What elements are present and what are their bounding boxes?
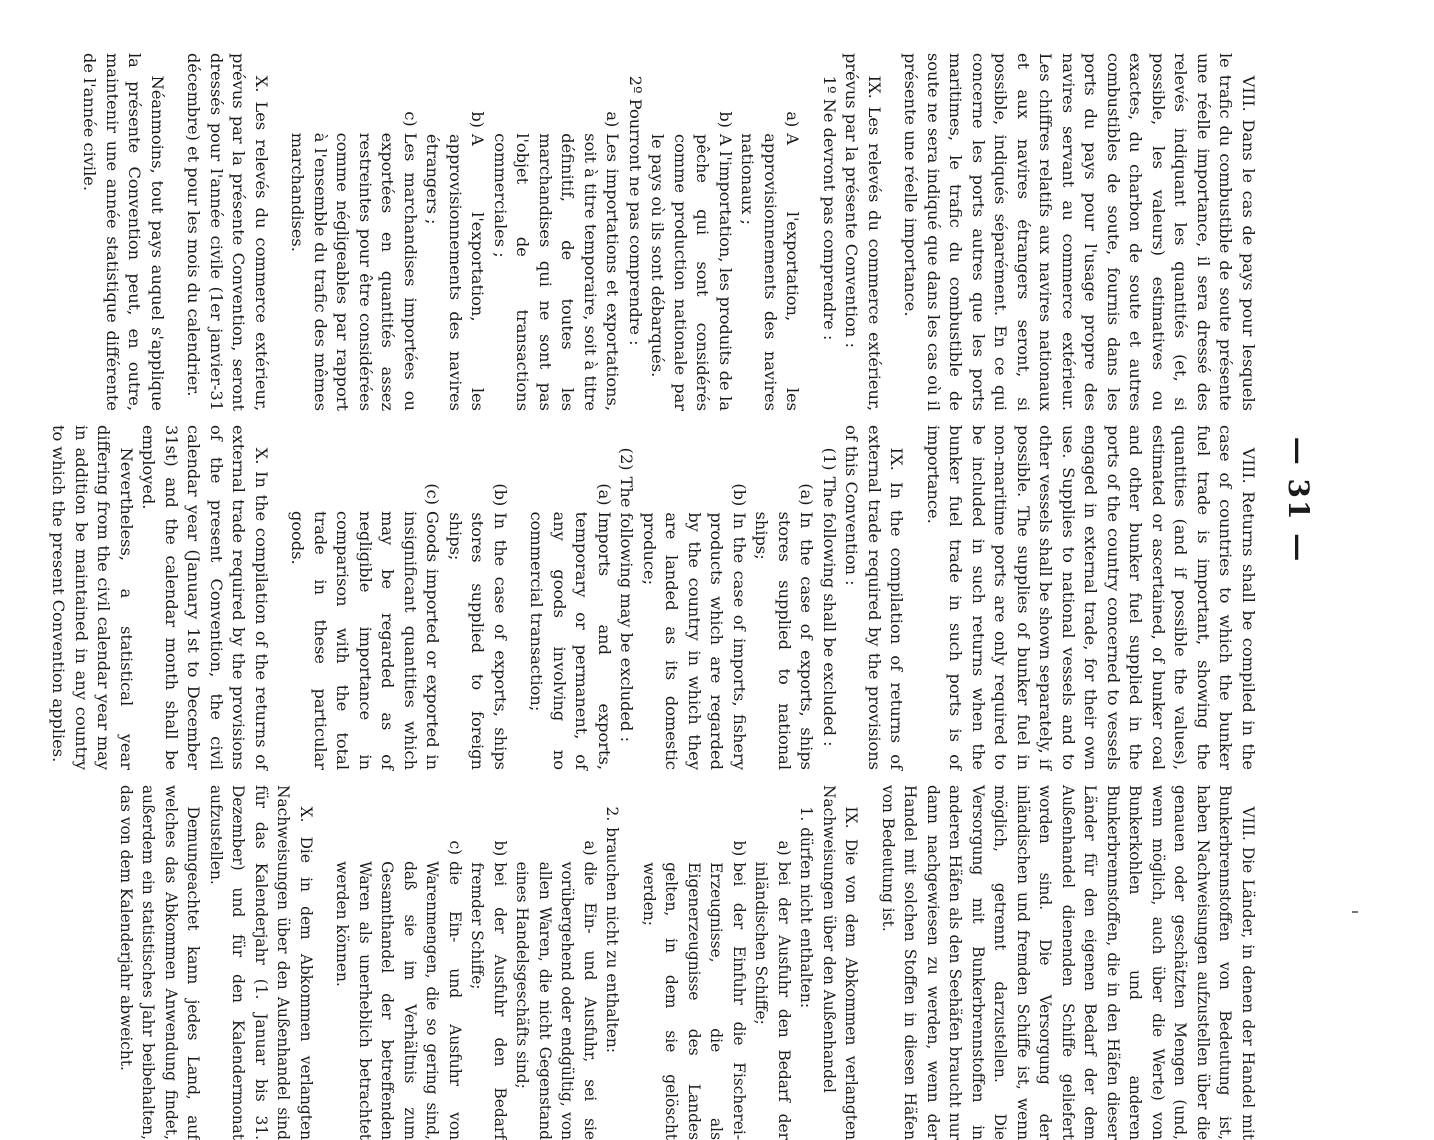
item-marker: (2) (617, 447, 637, 471)
item-text: In the case of exports, ships stores supplied to national ships; (752, 511, 817, 770)
list-item (466, 785, 511, 1140)
item-text: The following shall be excluded : (820, 476, 839, 747)
item-text: Les importations et exportations, soit à titre temporaire, soit à titre définitif, de toutes les marchandises qui ne sont pas l'objet de transactions commerciales ; (491, 133, 623, 411)
list-item (818, 425, 841, 770)
list-item (638, 425, 751, 770)
list-item (444, 425, 512, 770)
item-marker: b) (716, 111, 735, 128)
item-marker: (b) (730, 483, 749, 507)
item-marker: (b) (491, 483, 510, 507)
page-number: — 31 — (1282, 436, 1315, 564)
list-item (489, 53, 624, 411)
item-text: brauchen nicht zu enthalten: (603, 827, 622, 1053)
item-text: Les marchandises importées ou exportées en quantités assez restreintes pour être considérées comme négligeables par rapport à l'ensemble du trafic des mêmes marchandises. (288, 132, 420, 411)
item-marker: (a) (595, 483, 614, 506)
item-marker: b) (730, 840, 748, 857)
item-text: die Ein- und Ausfuhr, sei sie vorübergehend oder endgültig, von allen Waren, die nicht Gegenstand eines Handelsgeschäfts sind; (513, 861, 599, 1140)
item-text: In the case of exports, ships stores supplied to foreign ships; (446, 512, 510, 770)
item-marker: a) (581, 840, 599, 856)
list-item (286, 425, 444, 770)
article-10-b-de: Demungeachtet kann jedes Land, auf welches das Abkommen Anwendung findet, außerdem ein statistisches Jahr beibehalten, das von dem Kalenderjahr abweicht. (117, 785, 203, 1140)
item-text: Goods imported or exported in insignificant quantities which may be regarded as of negligible importance in comparison with the total trade in these particular goods. (288, 511, 443, 770)
article-9-clause-1-fr: 1º Ne devront pas comprendre : (820, 75, 839, 341)
article-8-de: VIII. Die Länder, in denen der Handel mit Bunkerbrennstoffen von Bedeutung ist, haben Nachweisungen aufzustellen über die genauen oder geschätzten Mengen (und, wenn möglich, auch über die Werte) von Bunkerkohlen und anderen Bunkerbrennstoffen, die in den Häfen dieser Länder für den eigenen Bedarf der dem Außenhandel dienenden Schiffe geliefert worden sind. Die Versorgung der inländischen und fremden Schiffe ist, wenn möglich, getrennt darzustellen. Die Versorgung mit Bunkerbrennstoffen in anderen Häfen als den Seehäfen braucht nur dann nachgewiesen zu werden, wenn der Handel mit solchen Stoffen in diesen Häfen von Bedeutung ist. (879, 785, 1257, 1140)
item-marker: (1) (820, 447, 839, 471)
article-10-en: X. In the compilation of the returns of external trade required by the provisions of the present Convention, the civil calendar year (January 1st to December 31st) and the calendar month shall be employed. (139, 425, 271, 770)
item-marker: a) (603, 111, 623, 128)
item-marker: (a) (797, 483, 817, 506)
item-marker: a) (775, 840, 793, 856)
list-item (615, 425, 638, 770)
item-text: A l'importation, les produits de la pêche qui sont considérés comme production nationale par le pays où ils sont débarqués. (648, 134, 735, 411)
item-marker: c) (446, 840, 464, 856)
article-8-fr: VIII. Dans le cas de pays pour lesquels le trafic du combustible de soute présente une réelle importance, il sera dressé des relevés indiquant les quantités (et, si possible, les valeurs) estimatives ou exactes, du charbon de soute et autres combustibles de soute, fournis dans les ports du pays pour l'usage propre des navires servant au commerce extérieur. Les chiffres relatifs aux navires nationaux et aux navires étrangers seront, si possible, indiqués séparément. En ce qui concerne les ports autres que les ports maritimes, le trafic du combustible de soute ne sera indiqué que dans les cas où il présente une réelle importance. (901, 53, 1258, 411)
list-item (601, 785, 624, 1140)
article-9-intro-de: IX. Die von dem Abkommen verlangten Nachweisungen über den Außenhandel (820, 785, 861, 1140)
french-column (78, 53, 1259, 411)
item-marker: 1. (797, 806, 816, 822)
english-column (47, 425, 1259, 770)
item-marker: b) (468, 111, 488, 128)
german-column (115, 785, 1260, 1140)
article-10-de: X. Die in dem Abkommen verlangten Nachweisungen über den Außenhandel sind für das Kalenderjahr (1. Januar bis 31. Dezember) und für den Kalendermonat aufzustellen. (207, 785, 315, 1140)
document-page (49, 35, 1317, 1140)
scan-mark (1352, 911, 1358, 913)
article-10-b-fr: Néanmoins, tout pays auquel s'applique la présente Convention peut, en outre, maintenir une année statistique différente de l'année civile. (80, 53, 167, 411)
list-item (736, 53, 804, 411)
digitization-footer (0, 607, 2, 997)
list-item (511, 785, 601, 1140)
article-10-b-en: Nevertheless, a statistical year differing from the civil calendar year may in addition be maintained in any country to which the present Convention applies. (49, 425, 136, 770)
article-10-fr: X. Les relevés du commerce extérieur, prévus par la présente Convention, seront dressés pour l'année civile (1er janvier-31 décembre) et pour les mois du calendrier. (184, 53, 271, 411)
item-text: bei der Ausfuhr den Bedarf der inländischen Schiffe; (752, 861, 793, 1140)
list-item (646, 53, 736, 411)
item-text: In the case of imports, fishery products which are regarded by the country in which they are landed as its domestic produce; (640, 512, 749, 770)
list-item (795, 785, 818, 1140)
article-8-en: VIII. Returns shall be compiled in the case of countries to which the bunker fuel trade is important, showing the quantities (and if possible the values), estimated or ascertained, of bunker coal and other bunker fuel supplied in the ports of the country concerned to vessels engaged in external trade, for their own use. Supplies to national vessels and to other vessels shall be shown separately, if possible. The supplies of bunker fuel in non-maritime ports are only required to be included in such returns when the bunker fuel trade in such ports is of importance. (924, 425, 1258, 770)
item-text: A l'exportation, les approvisionnements des navires nationaux ; (738, 133, 803, 411)
item-text: die Ein- und Ausfuhr von Warenmengen, die so gering sind, daß sie im Verhältnis zum Gesamthandel der betreffenden Waren als unerheblich betrachtet werden können. (333, 861, 464, 1140)
list-item (750, 425, 818, 770)
article-9-intro-fr: IX. Les relevés du commerce extérieur, prévus par la présente Convention : (842, 53, 884, 411)
list-item (750, 785, 795, 1140)
list-item (638, 785, 751, 1140)
article-9-clause-2-fr: 2º Pourront ne pas comprendre : (626, 75, 645, 346)
item-text: A l'exportation, les approvisionnements des navires étrangers ; (423, 134, 488, 411)
item-marker: 2. (603, 806, 622, 822)
list-item (331, 785, 466, 1140)
item-marker: b) (491, 840, 509, 857)
list-item (421, 53, 489, 411)
item-text: dürfen nicht enthalten: (797, 827, 816, 1009)
item-marker: a) (783, 111, 803, 128)
item-text: bei der Ausfuhr den Bedarf fremder Schiffe; (468, 862, 509, 1140)
list-item (286, 53, 421, 411)
list-item (525, 425, 615, 770)
article-9-intro-en: IX. In the compilation of returns of external trade required by the provisions of this Convention : (842, 425, 907, 770)
item-text: Imports and exports, temporary or permanent, of any goods involving no commercial transaction; (527, 511, 614, 770)
item-marker: c) (401, 111, 420, 127)
item-marker: (c) (423, 483, 443, 506)
item-text: bei der Einfuhr die Fischerei-Erzeugnisse, die als Eigenerzeugnisse des Landes gelten, in dem sie gelöscht werden; (640, 862, 748, 1140)
item-text: The following may be excluded : (617, 476, 637, 743)
